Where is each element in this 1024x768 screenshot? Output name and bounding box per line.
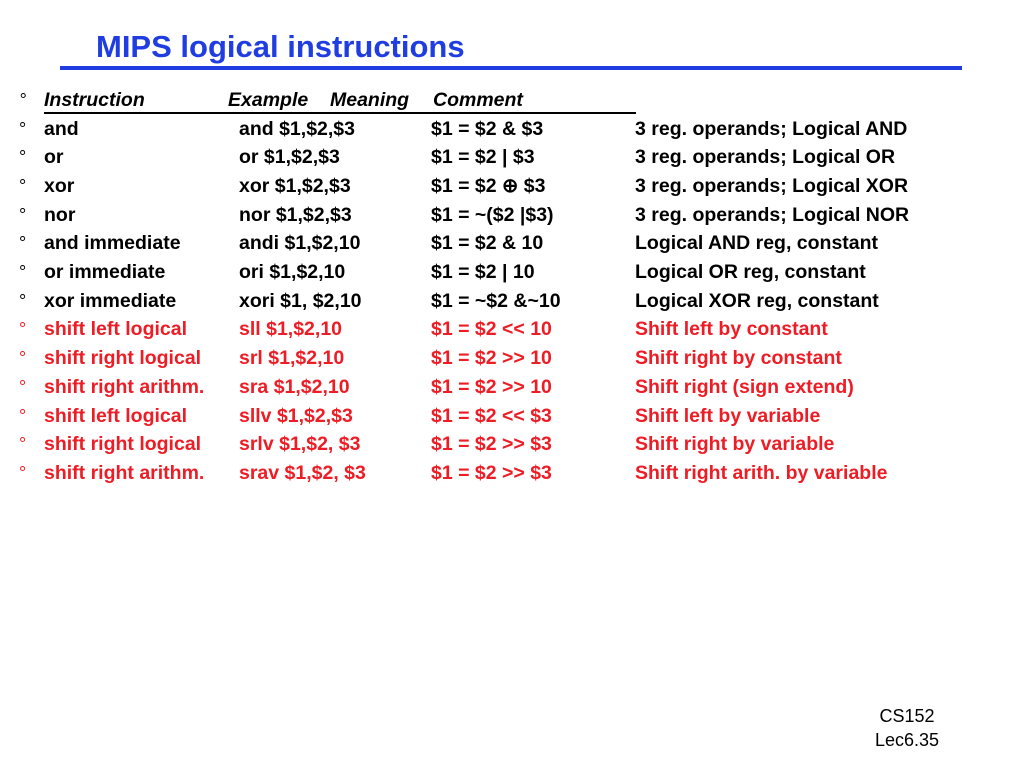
bullet-icon: ° — [19, 262, 27, 282]
comment-cell: Shift right by variable — [635, 433, 835, 456]
instruction-cell: shift right arithm. — [44, 461, 205, 484]
comment-cell: Logical XOR reg, constant — [635, 289, 879, 312]
meaning-cell: $1 = $2 >> 10 — [431, 347, 552, 370]
meaning-cell: $1 = $2 & $3 — [431, 117, 544, 140]
comment-cell: Shift right by constant — [635, 347, 842, 370]
example-cell: xor $1,$2,$3 — [239, 174, 351, 197]
example-cell: sll $1,$2,10 — [239, 318, 343, 341]
bullet-icon: ° — [19, 376, 27, 397]
comment-cell: Shift right (sign extend) — [635, 375, 854, 398]
table-row — [0, 315, 1024, 344]
header-example: Example — [228, 89, 309, 111]
meaning-cell: $1 = $2 | $3 — [431, 146, 535, 169]
instruction-cell: xor immediate — [44, 289, 177, 312]
example-cell: nor $1,$2,$3 — [239, 203, 352, 226]
comment-cell: 3 reg. operands; Logical OR — [635, 146, 896, 169]
example-cell: ori $1,$2,10 — [239, 261, 346, 283]
meaning-cell: $1 = $2 ⊕ $3 — [431, 174, 546, 197]
table-row — [0, 229, 1024, 258]
instruction-cell: shift left logical — [44, 318, 188, 341]
meaning-cell: $1 = $2 >> $3 — [431, 433, 552, 456]
header-comment: Comment — [433, 89, 523, 111]
table-row — [0, 143, 1024, 172]
meaning-cell: $1 = ~($2 |$3) — [431, 203, 554, 226]
example-cell: andi $1,$2,10 — [239, 232, 361, 255]
comment-cell: Shift left by variable — [635, 404, 821, 427]
meaning-cell: $1 = $2 >> $3 — [431, 461, 552, 484]
meaning-cell: $1 = $2 & 10 — [431, 232, 544, 255]
table-row — [0, 344, 1024, 373]
example-cell: srl $1,$2,10 — [239, 347, 345, 370]
bullet-icon: ° — [19, 405, 27, 426]
instruction-cell: shift left logical — [44, 404, 188, 427]
meaning-cell: $1 = $2 << 10 — [431, 318, 552, 341]
comment-cell: 3 reg. operands; Logical XOR — [635, 174, 909, 197]
bullet-icon: ° — [19, 90, 27, 110]
table-row — [0, 373, 1024, 402]
comment-cell: Shift right arith. by variable — [635, 461, 888, 484]
footer-lecture: Lec6.35 — [874, 730, 940, 750]
footer-course: CS152 — [879, 706, 935, 726]
comment-cell: 3 reg. operands; Logical NOR — [635, 203, 910, 226]
table-row — [0, 430, 1024, 459]
instruction-cell: shift right logical — [44, 433, 202, 456]
bullet-icon: ° — [19, 319, 27, 340]
title-underline — [60, 66, 962, 70]
slide-footer — [852, 704, 962, 752]
example-cell: sllv $1,$2,$3 — [239, 404, 353, 427]
example-cell: srlv $1,$2, $3 — [239, 433, 361, 456]
header-instruction: Instruction — [44, 89, 145, 111]
bullet-icon: ° — [19, 290, 27, 311]
bullet-icon: ° — [19, 348, 27, 369]
meaning-cell: $1 = $2 | 10 — [431, 261, 535, 283]
table-row — [0, 402, 1024, 431]
meaning-cell: $1 = $2 >> 10 — [431, 375, 552, 398]
instruction-cell: or — [44, 146, 64, 169]
table-row — [0, 115, 1024, 144]
table-header-row — [0, 86, 1024, 115]
instruction-cell: nor — [44, 203, 76, 226]
example-cell: and $1,$2,$3 — [239, 117, 355, 140]
meaning-cell: $1 = $2 << $3 — [431, 404, 552, 427]
bullet-icon: ° — [19, 147, 27, 168]
table-row — [0, 172, 1024, 201]
comment-cell: Logical AND reg, constant — [635, 232, 879, 255]
table-row — [0, 287, 1024, 316]
instruction-cell: shift right arithm. — [44, 375, 205, 398]
page-title: MIPS logical instructions — [96, 29, 465, 64]
bullet-icon: ° — [19, 434, 27, 455]
instruction-cell: and — [44, 117, 79, 140]
bullet-icon: ° — [19, 175, 27, 196]
instruction-cell: shift right logical — [44, 347, 202, 370]
instruction-cell: or immediate — [44, 261, 166, 283]
bullet-icon: ° — [19, 204, 27, 225]
comment-cell: Shift left by constant — [635, 318, 828, 341]
example-cell: xori $1, $2,10 — [239, 289, 362, 312]
header-meaning: Meaning — [330, 89, 410, 111]
example-cell: or $1,$2,$3 — [239, 146, 340, 169]
example-cell: srav $1,$2, $3 — [239, 461, 366, 484]
instruction-cell: and immediate — [44, 232, 181, 255]
table-row — [0, 459, 1024, 488]
bullet-icon: ° — [19, 118, 27, 139]
instruction-cell: xor — [44, 174, 75, 197]
comment-cell: 3 reg. operands; Logical AND — [635, 117, 908, 140]
table-row — [0, 201, 1024, 230]
example-cell: sra $1,$2,10 — [239, 375, 350, 398]
bullet-icon: ° — [19, 462, 27, 483]
comment-cell: Logical OR reg, constant — [635, 261, 866, 283]
bullet-icon: ° — [19, 233, 27, 254]
meaning-cell: $1 = ~$2 &~10 — [431, 289, 561, 312]
table-row — [0, 258, 1024, 287]
